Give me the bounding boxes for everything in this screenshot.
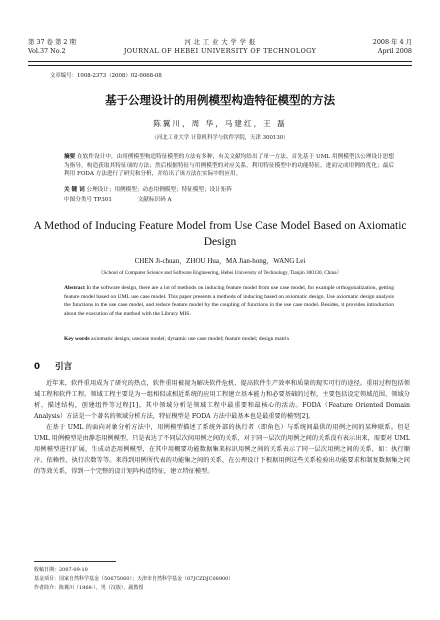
english-keywords-text: axiomatic design; usecase model; dynamic use case model; feature model; design matrix: [91, 336, 290, 342]
section-heading: [34, 360, 72, 372]
chinese-abstract-label: 摘要: [64, 154, 76, 160]
body-text: [34, 378, 410, 477]
chinese-abstract: [64, 153, 394, 179]
journal-name: 河 北 工 业 大 学 学 报 JOURNAL OF HEBEI UNIVERSITY OF TECHNOLOGY: [123, 38, 317, 55]
footnote-received: 收稿日期：2007-09-10: [34, 567, 88, 573]
footnote-funding: 基金项目：国家自然科学基金（50675060）；天津市自然科学基金（07JCZDJC08900）: [34, 576, 234, 582]
volume-issue: 第 37 卷 第 2 期 Vol.37 No.2: [28, 38, 76, 55]
chinese-affiliation: （河北工业大学 计算机科学与软件学院，天津 300130）: [151, 135, 289, 141]
chinese-keywords: [64, 185, 394, 193]
publication-date: 2008 年 4 月 April 2008: [372, 38, 412, 55]
english-affiliation: （School of Computer Science and Software Engineering, Hebei University of Technology, Tianjin 300130, China）: [98, 270, 342, 276]
chinese-title: 基于公理设计的用例模型构造特征模型的方法: [105, 93, 335, 107]
footnote-divider: [34, 561, 116, 562]
article-number: 文章编号：1008-2373（2008）02-0068-08: [50, 73, 162, 79]
doc-code: 文献标识码 A: [137, 197, 172, 203]
english-keywords: [64, 336, 394, 342]
english-abstract: [64, 284, 394, 318]
journal-header: [28, 38, 412, 62]
english-keywords-label: Key words: [64, 336, 90, 342]
chinese-keywords-text: 公理设计；用例模型；动态用例模型；特征模型；设计矩阵: [86, 187, 232, 193]
body-paragraph: 在基于 UML 的面向对象分析方法中，用例模型描述了系统外部的执行者（即角色）与系统间最供的用例之间的某种联系。但是 UML 用例模型是由静态用例模型，只是表达了不同层次间用例之间的关系，对于同一层次的用例之间的关系没有表示出来，需要对 UML 用例模型进行扩展，生成动态用例模型，在其中用概要功能数据集来标识用例之间的关系表示了同一层次用例之间的关系，如：执行顺序、依赖性、执行次数等等。来得到用例所代表的功能集之间的关系，在公理设计下根据用例这些关系检验出功能要求和制复数据集之间的等效关系，得到一个完整的设计矩阵构造特征，建立特征模型。: [34, 424, 410, 475]
section-title: 引言: [54, 362, 73, 372]
body-paragraph: 近年来，软件重用成为了研究的热点，软件重用被视为解决软件危机、提高软件生产效率和质量的现实可行的途径。重用过程包括领域工程和软件工程。领域工程主要是为一组相似或相近系统的应用工程建立基本能力和必要基础的过程，主要包括设定领域范围、领域分析、描述结构，创建组件等过程[1]。其中领域分析是领域工程中最重要和最核心的活动。FODA（Feature Oriented Domain Analysis）方法是一个著名的领域分析方法，特征模型是 FODA 方法中最基本也是最重要的模型[2]。: [34, 380, 410, 420]
chinese-abstract-text: 在软件设计中，由用例模型构造特征模型的方法有多种，有关文献均给出了单一方法。首先基于 UML 用例模型以公理设计思想为指导，构造获取其特征项的方法；然后根据特征与用例模型的对应关系，利用特征模型中的功能特征，进而完成用例的优化；最后利用 FODA 方法进行了研究和分析，并给出了该方法在实际中的应用。: [64, 154, 394, 178]
english-authors: CHEN Ji-chuan，ZHOU Hua，MA Jian-hong，WANG Lei: [134, 257, 306, 265]
english-title: A Method of Inducing Feature Model from Use Case Model Based on Axiomatic Design: [33, 220, 407, 248]
section-number: 0: [34, 362, 40, 372]
class-number: 中图分类号 TP301: [64, 197, 112, 203]
footnote-author: 作者简介：陈翼川（1968-），男（汉族），副教授: [34, 585, 144, 591]
chinese-authors: 陈翼川，周 华，马建红，王 磊: [153, 119, 287, 128]
classification-line: [64, 195, 394, 203]
chinese-keywords-label: 关 键 词: [64, 187, 85, 193]
english-abstract-label: Abstract: [64, 285, 85, 291]
header-divider: [28, 61, 412, 66]
english-abstract-text: In the software design, there are a lot of methods on inducing feature model from use case model, for example orthogonalization, getting feature model based on UML use case model. This paper presents a methods of inducing based on axiomatic design. Use axiomatic design analysis the functions in the use case model, and reduce feature model by the coupling of functions in the use case model. Besides, it provides introduction about the execution of the method with the Library MIS.: [64, 285, 394, 317]
